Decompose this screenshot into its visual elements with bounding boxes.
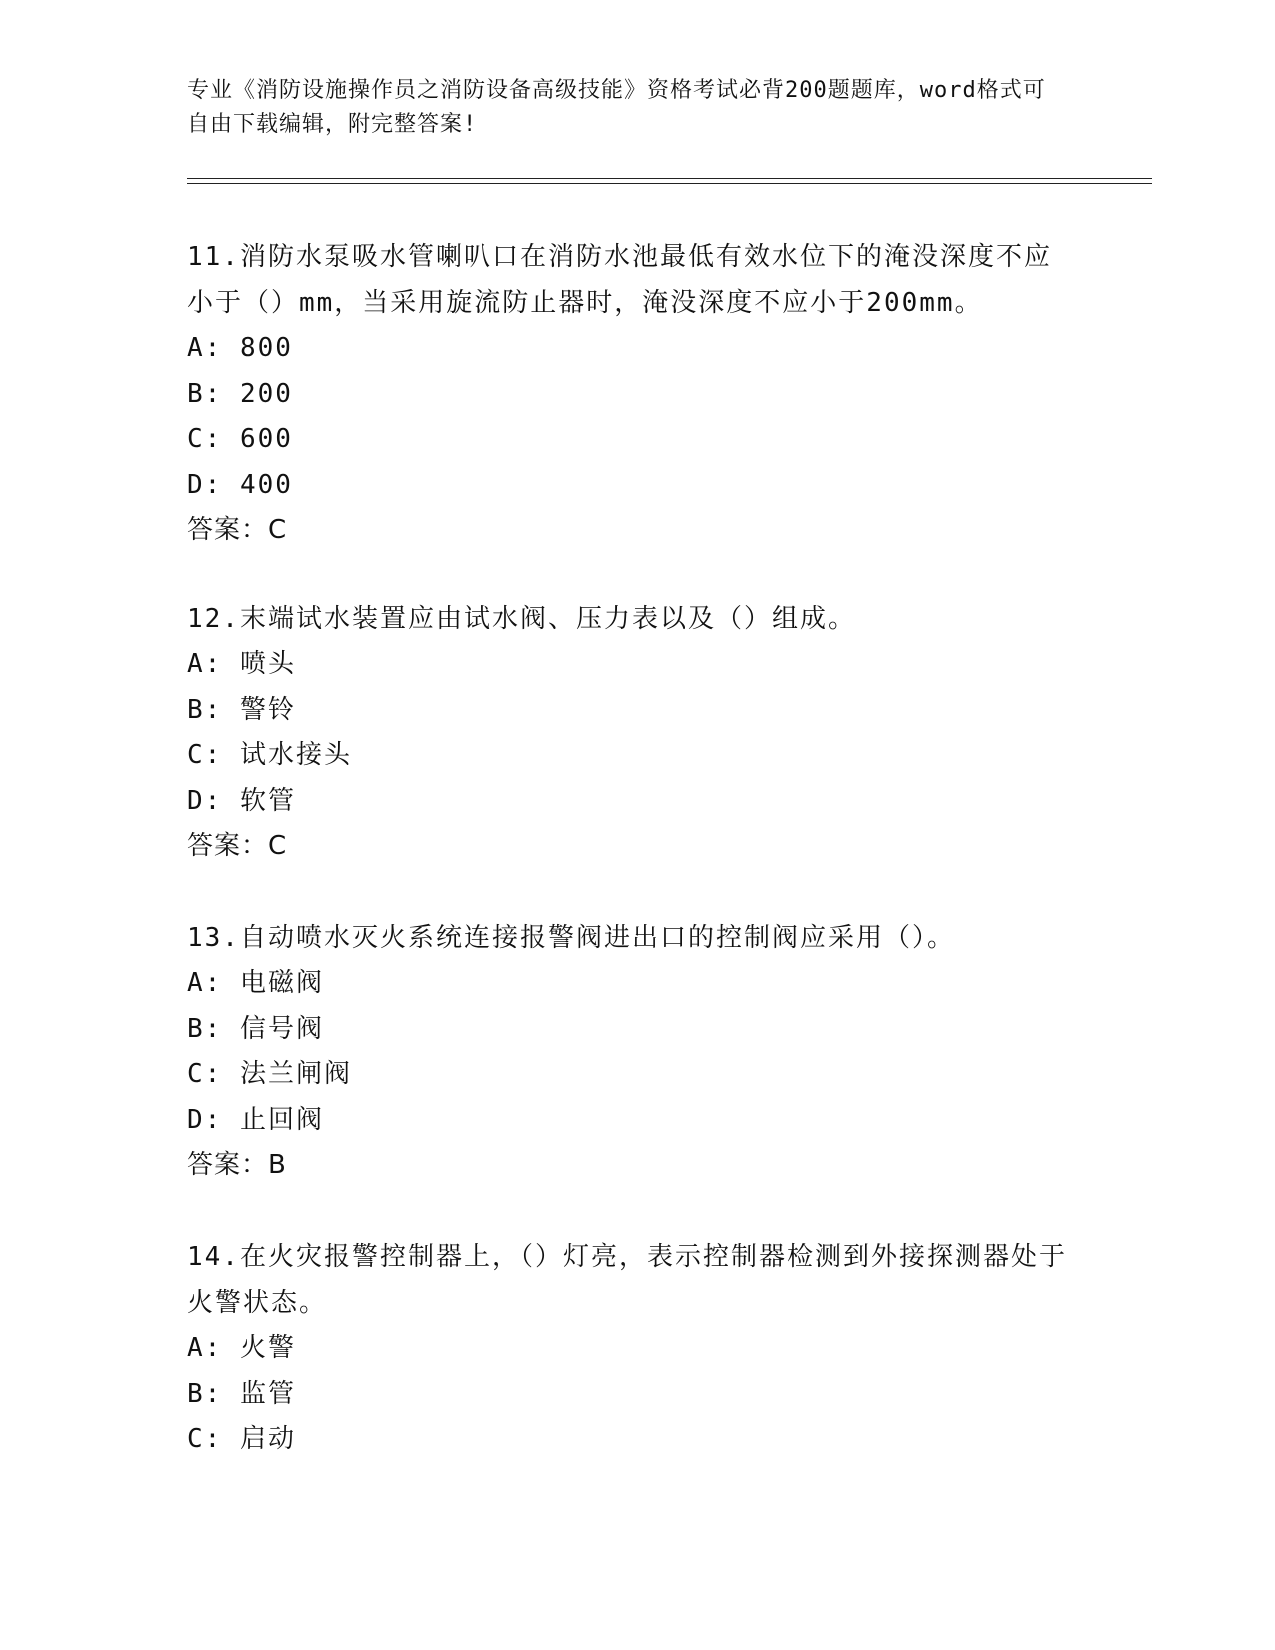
header-divider-bottom xyxy=(187,183,1152,184)
option-c: C: 启动 xyxy=(187,1424,296,1454)
option-b: B: 200 xyxy=(187,378,293,409)
question-11 xyxy=(187,234,1077,554)
option-d: D: 400 xyxy=(187,469,293,500)
question-stem: 13.自动喷水灭火系统连接报警阀进出口的控制阀应采用（）。 xyxy=(187,923,955,953)
option-c: C: 试水接头 xyxy=(187,740,352,770)
answer-label: 答案：B xyxy=(187,1150,287,1180)
document-header: 专业《消防设施操作员之消防设备高级技能》资格考试必背200题题库，word格式可自由下载编辑，附完整答案! xyxy=(187,78,1046,137)
option-a: A: 喷头 xyxy=(187,649,296,679)
question-stem: 11.消防水泵吸水管喇叭口在消防水池最低有效水位下的淹没深度不应小于（）mm，当采用旋流防止器时，淹没深度不应小于200mm。 xyxy=(187,242,1052,318)
option-d: D: 软管 xyxy=(187,785,296,816)
option-d: D: 止回阀 xyxy=(187,1104,324,1135)
answer-label: 答案：C xyxy=(187,831,288,861)
option-c: C: 600 xyxy=(187,424,293,454)
option-a: A: 800 xyxy=(187,333,293,363)
option-b: B: 信号阀 xyxy=(187,1013,324,1044)
question-12 xyxy=(187,596,1077,870)
answer-label: 答案：C xyxy=(187,515,288,545)
question-14 xyxy=(187,1234,1077,1463)
option-c: C: 法兰闸阀 xyxy=(187,1059,352,1089)
question-13 xyxy=(187,915,1077,1189)
option-b: B: 监管 xyxy=(187,1378,296,1409)
option-a: A: 火警 xyxy=(187,1333,296,1363)
question-stem: 14.在火灾报警控制器上，（）灯亮，表示控制器检测到外接探测器处于火警状态。 xyxy=(187,1242,1067,1318)
question-stem: 12.末端试水装置应由试水阀、压力表以及（）组成。 xyxy=(187,604,856,634)
option-b: B: 警铃 xyxy=(187,694,296,725)
option-a: A: 电磁阀 xyxy=(187,968,324,998)
header-divider-top xyxy=(187,178,1152,179)
